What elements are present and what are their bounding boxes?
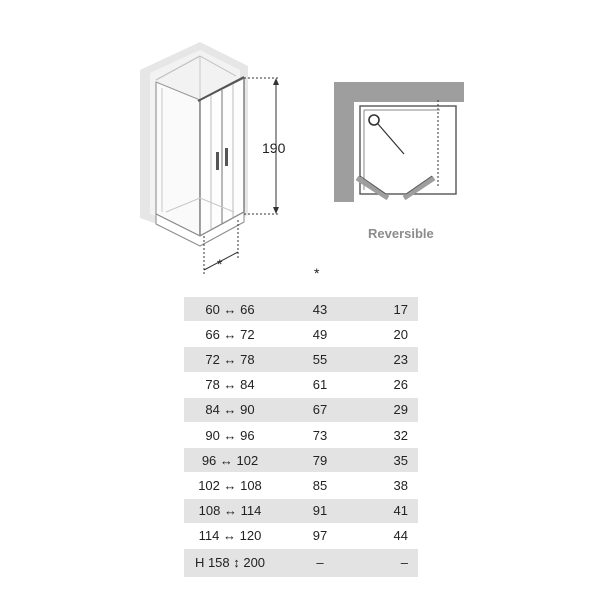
table-row	[184, 498, 418, 523]
enclosure-3d-drawing	[140, 42, 280, 276]
size-table	[184, 297, 418, 578]
value-cell: 26	[364, 372, 418, 397]
range-cell: 84 ↔ 90	[184, 397, 276, 422]
shower-enclosure-diagram	[0, 0, 600, 290]
footnote-mark: *	[217, 256, 223, 272]
range-cell: 60 ↔ 66	[184, 297, 276, 322]
value-cell: 44	[364, 523, 418, 548]
table-row	[184, 422, 418, 447]
value-cell: 85	[276, 473, 364, 498]
value-cell: 41	[364, 498, 418, 523]
table-row	[184, 372, 418, 397]
value-cell: 67	[276, 397, 364, 422]
value-cell: 32	[364, 422, 418, 447]
value-cell: 43	[276, 297, 364, 322]
value-cell: 55	[276, 347, 364, 372]
range-cell: 78 ↔ 84	[184, 372, 276, 397]
range-cell: 114 ↔ 120	[184, 523, 276, 548]
table-row	[184, 397, 418, 422]
value-cell: 79	[276, 448, 364, 473]
value-cell: –	[276, 548, 364, 577]
reversible-label: Reversible	[368, 226, 434, 241]
value-cell: –	[364, 548, 418, 577]
range-cell: H 158 ↕ 200	[184, 548, 276, 577]
table-row	[184, 322, 418, 347]
value-cell: 61	[276, 372, 364, 397]
plan-view-drawing	[334, 82, 464, 202]
value-cell: 20	[364, 322, 418, 347]
table-row	[184, 448, 418, 473]
value-cell: 29	[364, 397, 418, 422]
value-cell: 23	[364, 347, 418, 372]
height-dimension-label: 190	[262, 140, 286, 156]
value-cell: 35	[364, 448, 418, 473]
value-cell: 38	[364, 473, 418, 498]
range-cell: 96 ↔ 102	[184, 448, 276, 473]
table-row	[184, 297, 418, 322]
value-cell: 17	[364, 297, 418, 322]
table-row	[184, 548, 418, 577]
value-cell: 91	[276, 498, 364, 523]
table-row	[184, 473, 418, 498]
value-cell: 49	[276, 322, 364, 347]
table-row	[184, 523, 418, 548]
range-cell: 102 ↔ 108	[184, 473, 276, 498]
table-row	[184, 347, 418, 372]
column-marker: *	[314, 265, 320, 281]
range-cell: 72 ↔ 78	[184, 347, 276, 372]
range-cell: 108 ↔ 114	[184, 498, 276, 523]
value-cell: 97	[276, 523, 364, 548]
value-cell: 73	[276, 422, 364, 447]
range-cell: 66 ↔ 72	[184, 322, 276, 347]
size-table-body	[184, 297, 418, 577]
range-cell: 90 ↔ 96	[184, 422, 276, 447]
